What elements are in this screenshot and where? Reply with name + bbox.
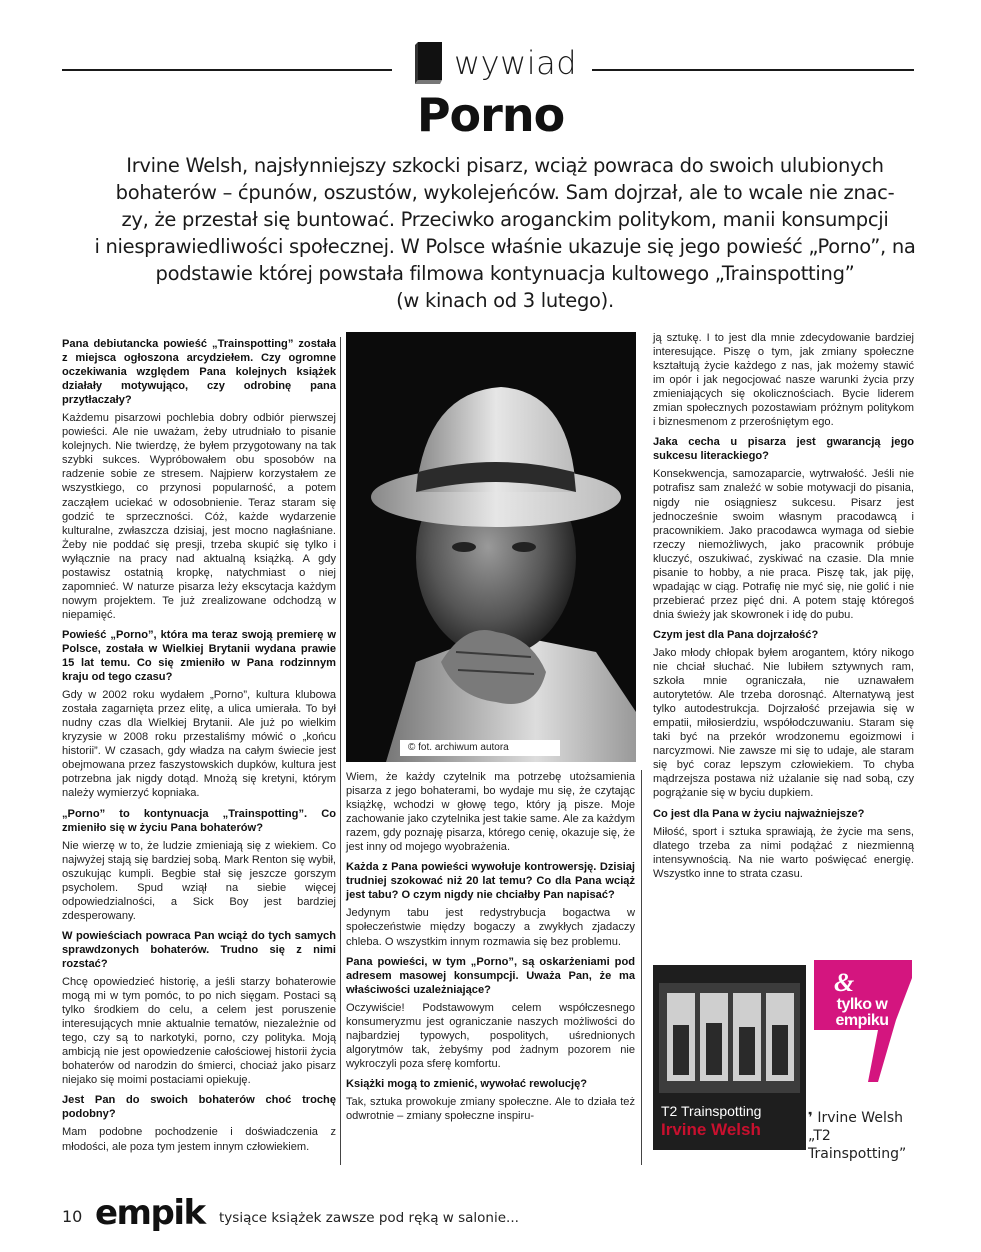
interview-question: Powieść „Porno”, która ma teraz swoją premierę w Polsce, została w Wielkiej Brytanii wydana prawie 15 lat temu. Co się zmieniło w Pana rodzinnym kraju od tego czasu? <box>62 628 336 684</box>
author-portrait-illustration <box>346 332 636 762</box>
interview-answer: Chcę opowiedzieć historię, a jeśli starzy bohaterowie mogą mi w tym pomóc, to po nich sięgam. Postaci są tylko środkiem do celu, a celem jest poruszenie interesujących mnie aktualnie tematów, niezależnie od tego, czy są to narkotyki, porno, czy polityka. Moją ambicją nie jest opowiedzenie całościowej historii życia bohaterów od narodzin do śmierci, chociaż jako pisarz niejako się moimi postaciami opiekuję. <box>62 976 336 1087</box>
section-label-text: wywiad <box>454 44 578 82</box>
column-rule <box>641 770 642 1165</box>
text-column-3 <box>653 331 914 887</box>
interview-question: „Porno” to kontynuacja „Trainspotting”. Co zmieniło się w życiu Pana bohaterów? <box>62 807 336 834</box>
empik-logo: empik <box>95 1193 205 1233</box>
caption-author: Irvine Welsh <box>817 1110 904 1126</box>
interview-answer: Nie wierzę w to, że ludzie zmieniają się z wiekiem. Co najwyżej stają się bardziej sobą. Mark Renton się wybił, oszukując kumpli. Begbie stał się jeszcze gorszym psycholem. Spud wziął na siebie więcej odpowiedzialności, a Sick Boy jest bardziej zdesperowany. <box>62 839 336 922</box>
footer-tagline: tysiące książek zawsze pod ręką w salonie... <box>219 1210 519 1226</box>
interview-question: Czym jest dla Pana dojrzałość? <box>653 628 819 641</box>
header-rule-left <box>62 69 392 71</box>
interview-question: Jaka cecha u pisarza jest gwarancją jego sukcesu literackiego? <box>653 436 914 463</box>
photo-credit: © fot. archiwum autora <box>400 740 560 756</box>
lead-line: bohaterów – ćpunów, oszustów, wykolejeńców. Sam dojrzał, ale to wcale nie znac- <box>115 181 895 204</box>
interview-answer: Jako młody chłopak byłem arogantem, który nikogo nie chciał słuchać. Nie lubiłem sztywnych ram, szkoła mnie ograniczała, nie uznawałem autorytetów. Ale trzeba dorosnąć. Alternatywą jest tylko autodestrukcja. Dojrzałość przejawia się w empatii, miłosierdziu, współodczuwaniu. Staram się taki być na przekór wrodzonemu egoizmowi i narcyzmowi. Nie zawsze mi się to udaje, ale staram się być coraz lepszym człowiekiem. To chyba mądrzejsza postawa niż użalanie się nad sobą, czy pogrążanie się w byciu dupkiem. <box>653 646 914 800</box>
book-cover <box>653 965 806 1150</box>
author-photo <box>346 332 636 762</box>
article-lead <box>90 152 920 314</box>
interview-question: Pana powieści, w tym „Porno”, są oskarżeniami pod adresem masowej konsumpcji. Uważa Pan, że ma właściwości uzależniające? <box>346 955 635 996</box>
interview-answer: ją sztukę. I to jest dla mnie zdecydowanie bardziej interesujące. Piszę o tym, jak zmiany społeczne kształtują życie każdego z nas, jak możemy stawić im opór i jak negocjować nasze warunki życia przy zmieniających się okolicznościach. Bycie liderem zmian społecznych pozostawiam próżnym politykom i biznesmenom z przerośniętym ego. <box>653 332 914 429</box>
interview-answer: Każdemu pisarzowi pochlebia dobry odbiór pierwszej powieści. Ale nie uważam, żeby utrudniało to pisanie kolejnych. Nie twierdzę, że byłem przygotowany na tak szybki sukces. Wypróbowałem obu sposobów na radzenie sobie ze stresem. Najpierw korzystałem ze wszystkiego, co przynosi popularność, a potem zacząłem uciekać w odosobnienie. Teraz staram się godzić te sprzeczności. Cóż, każde wydarzenie kulturalne, zwłaszcza dzisiaj, jest mocno nagłaśniane. Żeby nie poddać się presji, trzeba skupić się tylko i wyłącznie na pracy nad aktualną książką. A gdy postawisz ostatnią kropkę, natychmiast o niej zapomnieć. W naturze pisarza leży ekscytacja każdym nowym projektem. Te już zrealizowane odchodzą w niepamięć. <box>62 412 336 621</box>
interview-answer: Miłość, sport i sztuka sprawiają, że życie ma sens, dlatego trzeba za nimi podążać z niezmienną intensywnością. Na nie warto poświęcać energię. Wszystko inne to strata czasu. <box>653 825 914 880</box>
badge-ampersand: & <box>834 968 855 997</box>
book-cover-title: T2 Trainspotting <box>661 1103 762 1119</box>
article-title: Porno <box>416 88 565 142</box>
interview-question: Pana debiutancka powieść „Trainspotting” została z miejsca ogłoszona arcydziełem. Czy ogromne oczekiwania względem Pana kolejnych książek działały motywująco, czy odrobinę pana przytłaczały? <box>62 338 336 407</box>
interview-answer: Tak, sztuka prowokuje zmiany społeczne. Ale to działa też odwrotnie – zmiany społeczne inspiru- <box>346 1095 635 1123</box>
interview-answer: Oczywiście! Podstawowym celem współczesnego konsumeryzmu jest ograniczanie naszych możliwości do najbardziej typowych, pospolitych, uśrednionych algorytmów tak, żebyśmy pod żadnym pozorem nie wykroczyli poza sferę komfortu. <box>346 1001 635 1070</box>
interview-answer: Wiem, że każdy czytelnik ma potrzebę utożsamienia pisarza z jego bohaterami, bo wydaje mu się, że czytając książkę, wchodzi w głowę tego, który ją pisze. Moje zachowanie jako czytelnika jest takie same. Ale za każdym razem, gdy poznaję pisarza, którego cenię, okazuje się, że jest inny od mojego wyobrażenia. <box>346 771 635 854</box>
lead-line: podstawie której powstała filmowa kontynuacja kultowego „Trainspotting” <box>155 262 855 285</box>
interview-answer: Mam podobne pochodzenie i doświadczenia z młodości, ale poza tym jestem innym człowiekiem. <box>62 1126 336 1153</box>
interview-question: Każda z Pana powieści wywołuje kontrowersję. Dzisiaj trudniej szokować niż 20 lat temu? Co dla Pana wciąż jest tabu? O czym nigdy nie chciałby Pan napisać? <box>346 861 635 902</box>
caption-mark: ❜ <box>808 1110 813 1126</box>
header-rule-right <box>592 69 914 71</box>
interview-question: Jest Pan do swoich bohaterów choć trochę podobny? <box>62 1094 336 1121</box>
caption-title: „T2 Trainspotting” <box>808 1128 907 1162</box>
section-label <box>412 38 577 88</box>
page-number: 10 <box>62 1207 83 1226</box>
interview-answer: Jedynym tabu jest redystrybucja bogactwa w społeczeństwie między bogaczy a zwykłych zjadaczy chleba. O wszystkim innym rozmawia się bez problemu. <box>346 907 635 948</box>
book-caption <box>808 1109 918 1163</box>
interview-question: Co jest dla Pana w życiu najważniejsze? <box>653 807 865 820</box>
lead-line: Irvine Welsh, najsłynniejszy szkocki pisarz, wciąż powraca do swoich ulubionych <box>126 154 884 177</box>
interview-answer: Konsekwencja, samozaparcie, wytrwałość. Jeśli nie potrafisz sam znaleźć w sobie motywacji do pisania, nigdy nie osiągniesz sukcesu. Pisarz jest jednocześnie swoim własnym pracodawcą i pracownikiem. Jako pracodawca wymaga od siebie rzeczy niemożliwych, jako pracownik próbuje kluczyć, oszukiwać, zyskiwać na czasie. Dla mnie pisanie to hobby, a nie praca. Piszę tak, jak piję, wpadając w ciąg. Potrafię nie myć się, nie golić i nie przebierać przez pięć dni. A potem staję któregoś dnia świeży jak skowronek i idę do pubu. <box>653 468 914 621</box>
column-rule <box>340 337 341 1165</box>
text-column-1 <box>62 337 336 1160</box>
badge-text: tylko w empiku <box>835 996 889 1029</box>
book-icon <box>412 40 446 86</box>
interview-question: W powieściach powraca Pan wciąż do tych samych sprawdzonych bohaterów. Trudno się z nimi rozstać? <box>62 929 336 970</box>
lead-line: i niesprawiedliwości społecznej. W Polsce właśnie ukazuje się jego powieść „Porno”, na <box>94 235 916 258</box>
book-cover-author: Irvine Welsh <box>661 1120 761 1139</box>
lead-line: (w kinach od 3 lutego). <box>396 289 614 312</box>
interview-question: Książki mogą to zmienić, wywołać rewolucję? <box>346 1077 588 1090</box>
interview-answer: Gdy w 2002 roku wydałem „Porno”, kultura klubowa została zagarnięta przez elitę, a ulica umierała. To był nudny czas dla Wielkiej Brytanii. Ale już po wielkim kryzysie w 2008 roku przestaliśmy mówić o „końcu historii”. W czasach, gdy władza na całym świecie jest obejmowana przez faszystowskich dupków, kultura jest potrzebna jak nigdy dotąd. Mnożą się kretyni, którym należy wymierzyć kopniaka. <box>62 689 336 800</box>
text-column-2 <box>346 770 635 1129</box>
lead-line: zy, że przestał się buntować. Przeciwko aroganckim politykom, manii konsumpcji <box>121 208 889 231</box>
